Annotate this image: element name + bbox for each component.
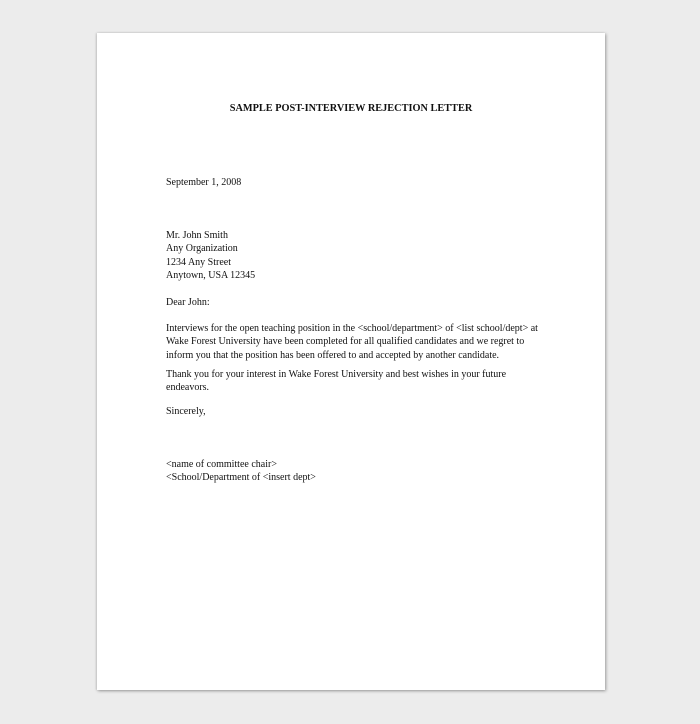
paragraph-line: Thank you for your interest in Wake Forest University and best wishes in your future [166, 369, 507, 380]
paragraph-line: inform you that the position has been offered to and accepted by another candidate. [166, 349, 500, 361]
signature-block [166, 458, 316, 485]
body-paragraph-1 [166, 322, 538, 362]
signature-line: <name of committee chair> [166, 459, 277, 470]
address-line: Any Organization [166, 243, 238, 255]
letter-title: SAMPLE POST-INTERVIEW REJECTION LETTER [229, 103, 473, 114]
body-paragraph-2 [166, 368, 506, 395]
closing: Sincerely, [166, 406, 206, 417]
document-page [97, 33, 605, 690]
address-line: Anytown, USA 12345 [166, 269, 256, 281]
address-line: Mr. John Smith [166, 230, 228, 241]
paragraph-line: endeavors. [166, 382, 210, 394]
recipient-address [166, 229, 255, 282]
signature-line: <School/Department of <insert dept> [166, 472, 316, 484]
letter-date: September 1, 2008 [166, 177, 242, 188]
salutation: Dear John: [166, 297, 210, 308]
address-line: 1234 Any Street [166, 256, 231, 268]
paragraph-line: Interviews for the open teaching position in the <school/department> of <list school/dept> at [166, 323, 538, 334]
paragraph-line: Wake Forest University have been completed for all qualified candidates and we regret to [166, 336, 525, 348]
